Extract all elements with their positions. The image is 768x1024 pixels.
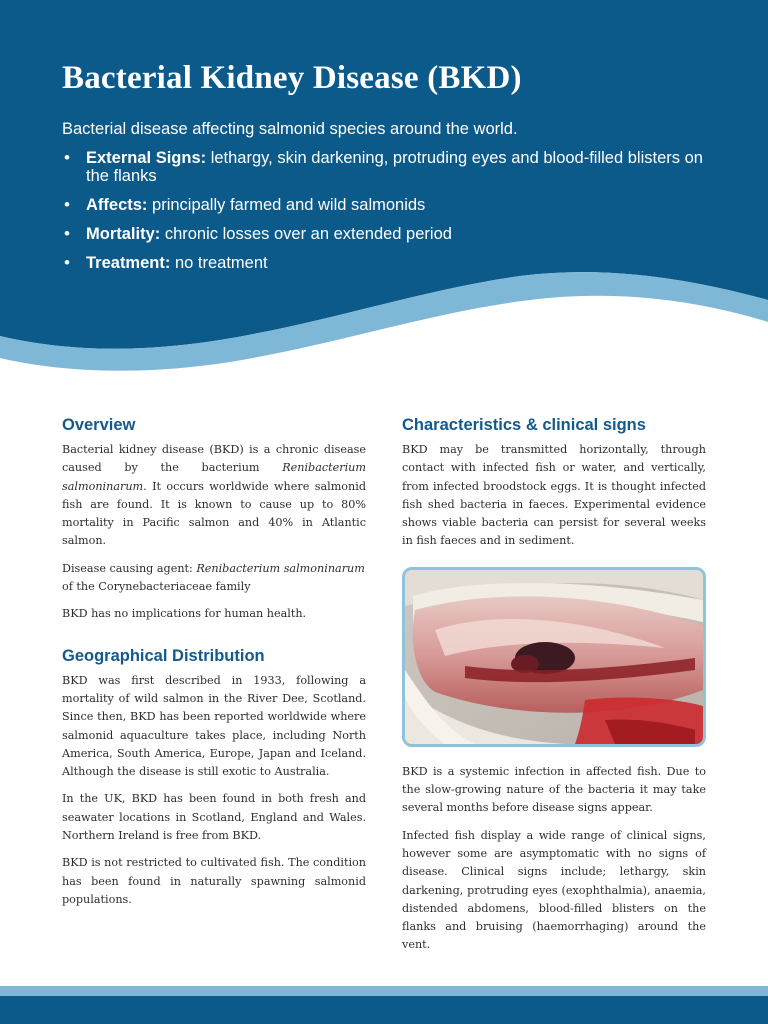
bullet-text: no treatment	[170, 254, 268, 272]
bullet-text: chronic losses over an extended period	[160, 225, 452, 243]
bullet-label: External Signs:	[86, 149, 207, 167]
fish-dissection-image	[405, 570, 703, 744]
footer-light-band	[0, 986, 768, 996]
right-column	[402, 416, 706, 964]
footer-dark-band	[0, 996, 768, 1024]
characteristics-paragraph-1: BKD may be transmitted horizontally, through contact with infected fish or water, and vertically, from infected broodstock eggs. It is thought infected fish shed bacteria in faeces. Experimental evidence shows viable bacteria can persist for several weeks in fish faeces and in sediment.	[402, 443, 706, 548]
bullet-text: principally farmed and wild salmonids	[147, 196, 426, 214]
intro-text: Bacterial disease affecting salmonid species around the world.	[62, 120, 518, 138]
bullet-external-signs	[62, 149, 712, 185]
geo-paragraph-3: BKD is not restricted to cultivated fish. The condition has been found in naturally spawning salmonid populations.	[62, 856, 366, 906]
characteristics-heading: Characteristics & clinical signs	[402, 416, 646, 434]
geo-heading: Geographical Distribution	[62, 646, 265, 665]
bullet-label: Mortality:	[86, 225, 161, 243]
bullet-label: Affects:	[86, 196, 148, 214]
text-run: of the Corynebacteriaceae family	[62, 580, 251, 594]
text-run: Disease causing agent:	[62, 561, 197, 575]
overview-heading: Overview	[62, 416, 136, 434]
species-name: Renibacterium salmoninarum	[62, 461, 366, 493]
bullet-treatment	[62, 254, 712, 272]
key-facts-list	[62, 149, 712, 283]
characteristics-paragraph-2: BKD is a systemic infection in affected fish. Due to the slow-growing nature of the bacteria it may take several months before disease signs appear.	[402, 764, 706, 815]
overview-paragraph-2	[62, 560, 366, 597]
geo-paragraph-2: In the UK, BKD has been found in both fresh and seawater locations in Scotland, England and Wales. Northern Ireland is free from BKD.	[62, 792, 366, 843]
overview-paragraph-1	[62, 441, 366, 551]
bullet-affects	[62, 196, 712, 214]
species-name: Renibacterium salmoninarum	[196, 561, 365, 575]
bullet-label: Treatment:	[86, 254, 171, 272]
bullet-mortality	[62, 225, 712, 243]
characteristics-paragraph-3: Infected fish display a wide range of clinical signs, however some are asymptomatic with no signs of disease. Clinical signs include; lethargy, skin darkening, protruding eyes (exophthalmia), anaemia, distended abdomens, blood-filled blisters on the flanks and bruising (haemorrhaging) around the vent.	[402, 828, 706, 952]
bullet-text: lethargy, skin darkening, protruding eyes and blood-filled blisters on the flanks	[86, 149, 703, 185]
infected-fish-photo	[402, 567, 706, 747]
header-banner	[0, 0, 768, 380]
text-run: Bacterial kidney disease (BKD) is a chronic disease caused by the bacterium	[62, 443, 366, 475]
left-column	[62, 416, 366, 918]
geo-paragraph-1: BKD was first described in 1933, following a mortality of wild salmon in the River Dee, Scotland. Since then, BKD has been reported worldwide where salmonid aquaculture takes place, including North America, South America, Europe, Japan and Iceland. Although the disease is still exotic to Australia.	[62, 673, 366, 779]
text-run: . It occurs worldwide where salmonid fish are found. It is known to cause up to 80% mortality in Pacific salmon and 40% in Atlantic salmon.	[62, 479, 366, 548]
overview-paragraph-3: BKD has no implications for human health.	[62, 607, 307, 621]
page-title: Bacterial Kidney Disease (BKD)	[62, 60, 522, 96]
